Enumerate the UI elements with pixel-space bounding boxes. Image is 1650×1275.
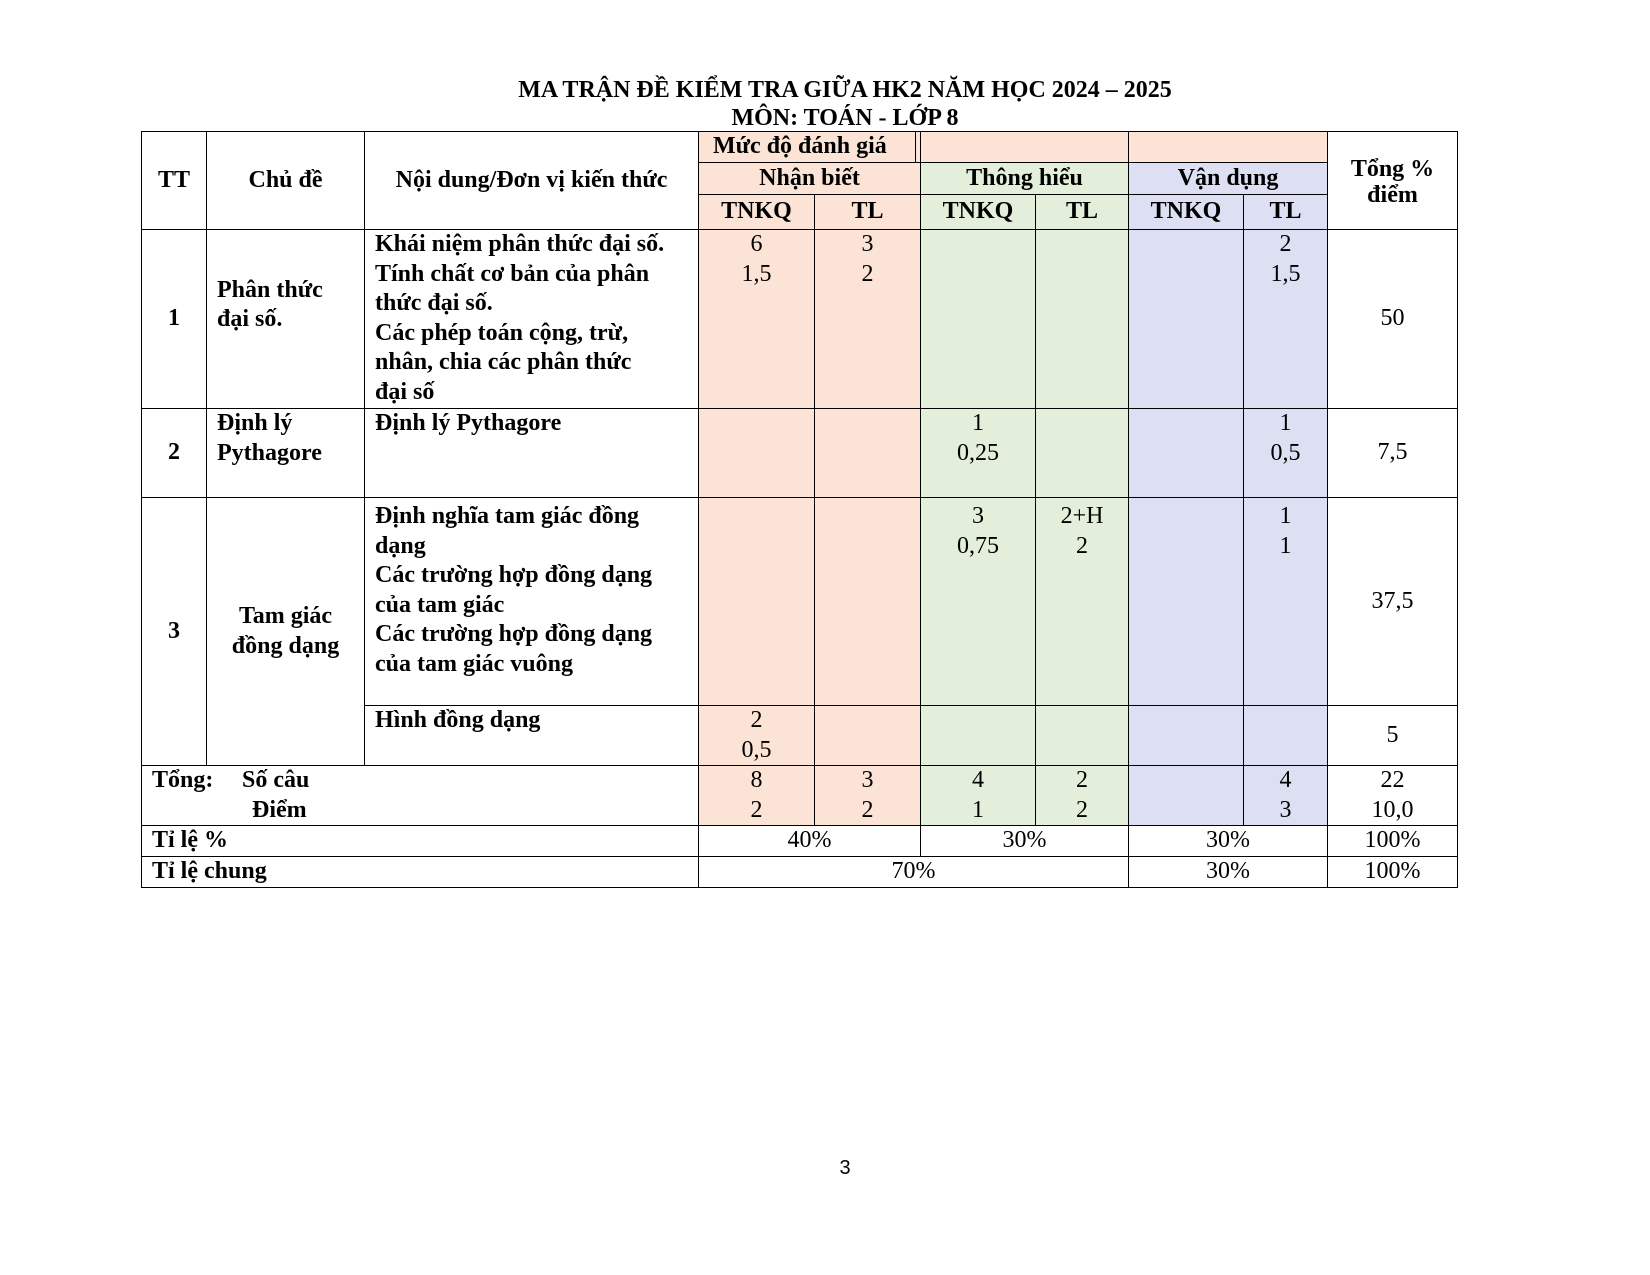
cell-th-tnkq (921, 230, 1036, 409)
ti-le-tong: 100% (1328, 826, 1458, 857)
cell-vd-tl: 1 0,5 (1244, 409, 1328, 498)
cell-nb-tnkq: 2 0,5 (699, 706, 815, 766)
header-tong-line2: điểm (1367, 182, 1418, 209)
row-tt: 1 (142, 230, 207, 409)
row-noi-dung (365, 706, 699, 766)
cell-vd-tnkq (1129, 409, 1244, 498)
totals-nb-tl: 3 2 (815, 766, 921, 826)
row-chu-de (207, 498, 365, 766)
cell-nb-tl: 3 2 (815, 230, 921, 409)
ti-le-chung-tong: 100% (1328, 857, 1458, 888)
header-empty-1 (921, 132, 1129, 163)
ti-le-chung-row (142, 857, 1458, 888)
header-tt: TT (142, 132, 207, 230)
table-row (142, 230, 1458, 409)
noi-dung-line: Định nghĩa tam giác đồng (375, 503, 640, 529)
row-noi-dung (365, 230, 699, 409)
ti-le-row (142, 826, 1458, 857)
cell-th-tl: 2+H 2 (1036, 498, 1129, 706)
table-row (142, 498, 1458, 706)
totals-th-tl: 2 2 (1036, 766, 1129, 826)
row-chu-de (207, 409, 365, 498)
assessment-matrix-table (141, 131, 1458, 888)
noi-dung-line: Các trường hợp đồng dạng (375, 562, 653, 588)
totals-vd-tnkq (1129, 766, 1244, 826)
ti-le-chung-nb-th: 70% (699, 857, 1129, 888)
cell-th-tnkq: 3 0,75 (921, 498, 1036, 706)
chu-de-line: Định lý (217, 410, 293, 436)
cell-th-tl (1036, 230, 1129, 409)
cell-vd-tl: 1 1 (1244, 498, 1328, 706)
cell-vd-tnkq (1129, 498, 1244, 706)
totals-th-tnkq: 4 1 (921, 766, 1036, 826)
header-van-dung: Vận dụng (1129, 163, 1328, 195)
row-tt: 2 (142, 409, 207, 498)
noi-dung-line: Hình đồng dạng (375, 707, 541, 733)
totals-nb-tnkq: 8 2 (699, 766, 815, 826)
row-tt: 3 (142, 498, 207, 766)
cell-th-tl (1036, 409, 1129, 498)
ti-le-th: 30% (921, 826, 1129, 857)
noi-dung-line: Khái niệm phân thức đại số. (375, 231, 665, 257)
cell-nb-tl (815, 498, 921, 706)
chu-de-line: Pythagore (217, 439, 322, 466)
cell-th-tnkq: 1 0,25 (921, 409, 1036, 498)
noi-dung-line: của tam giác vuông (375, 650, 573, 677)
chu-de-line: Tam giác (238, 603, 333, 629)
chu-de-line: Phân thức (217, 276, 323, 303)
totals-row (142, 766, 1458, 826)
cell-tong: 7,5 (1328, 409, 1458, 498)
cell-vd-tnkq (1129, 706, 1244, 766)
noi-dung-line: Định lý Pythagore (375, 410, 562, 436)
table-row (142, 409, 1458, 498)
page-number: 3 (839, 1157, 851, 1179)
cell-vd-tl: 2 1,5 (1244, 230, 1328, 409)
noi-dung-line: dạng (375, 532, 426, 559)
cell-tong: 50 (1328, 230, 1458, 409)
cell-nb-tnkq (699, 409, 815, 498)
header-chu-de: Chủ đề (207, 132, 365, 230)
row-noi-dung (365, 498, 699, 706)
noi-dung-line: đại số (375, 378, 435, 405)
noi-dung-line: nhân, chia các phân thức (375, 349, 632, 375)
totals-vd-tl: 4 3 (1244, 766, 1328, 826)
cell-nb-tl (815, 706, 921, 766)
document-subtitle: MÔN: TOÁN - LỚP 8 (731, 105, 959, 131)
cell-tong: 37,5 (1328, 498, 1458, 706)
header-th-tl: TL (1036, 195, 1129, 230)
header-vd-tnkq: TNKQ (1129, 195, 1244, 230)
ti-le-vd: 30% (1129, 826, 1328, 857)
cell-nb-tnkq: 6 1,5 (699, 230, 815, 409)
header-tong-line1: Tổng % (1350, 155, 1435, 182)
totals-diem-label: Điểm (252, 796, 307, 823)
cell-nb-tnkq (699, 498, 815, 706)
totals-tong: 22 10,0 (1328, 766, 1458, 826)
ti-le-chung-vd: 30% (1129, 857, 1328, 888)
ti-le-chung-label: Tỉ lệ chung (142, 857, 699, 888)
cell-vd-tl (1244, 706, 1328, 766)
header-tong (1328, 132, 1458, 230)
cell-vd-tnkq (1129, 230, 1244, 409)
header-th-tnkq: TNKQ (921, 195, 1036, 230)
noi-dung-line: Tính chất cơ bản của phân (375, 260, 650, 287)
document-title: MA TRẬN ĐỀ KIỂM TRA GIỮA HK2 NĂM HỌC 2024 – 2025 (518, 77, 1172, 103)
totals-label (142, 766, 699, 826)
noi-dung-line: Các trường hợp đồng dạng (375, 621, 653, 647)
row-noi-dung (365, 409, 699, 498)
noi-dung-line: Các phép toán cộng, trừ, (375, 319, 629, 346)
ti-le-label: Tỉ lệ % (142, 826, 699, 857)
header-muc-do-label: Mức độ đánh giá (713, 133, 887, 159)
noi-dung-line: thức đại số. (375, 290, 493, 316)
header-muc-do (699, 132, 921, 163)
row-chu-de (207, 230, 365, 409)
cell-tong: 5 (1328, 706, 1458, 766)
chu-de-line: đại số. (217, 306, 283, 332)
header-empty-2 (1129, 132, 1328, 163)
totals-so-cau-label: Số câu (242, 767, 310, 793)
header-thong-hieu: Thông hiểu (921, 163, 1129, 195)
header-vd-tl: TL (1244, 195, 1328, 230)
header-nb-tl: TL (815, 195, 921, 230)
header-noi-dung: Nội dung/Đơn vị kiến thức (365, 132, 699, 230)
cell-nb-tl (815, 409, 921, 498)
totals-tong-label: Tổng: (152, 767, 214, 793)
cell-th-tnkq (921, 706, 1036, 766)
header-nb-tnkq: TNKQ (699, 195, 815, 230)
chu-de-line: đồng dạng (231, 632, 340, 659)
header-nhan-biet: Nhận biết (699, 163, 921, 195)
noi-dung-line: của tam giác (375, 591, 505, 618)
cell-th-tl (1036, 706, 1129, 766)
ti-le-nb: 40% (699, 826, 921, 857)
